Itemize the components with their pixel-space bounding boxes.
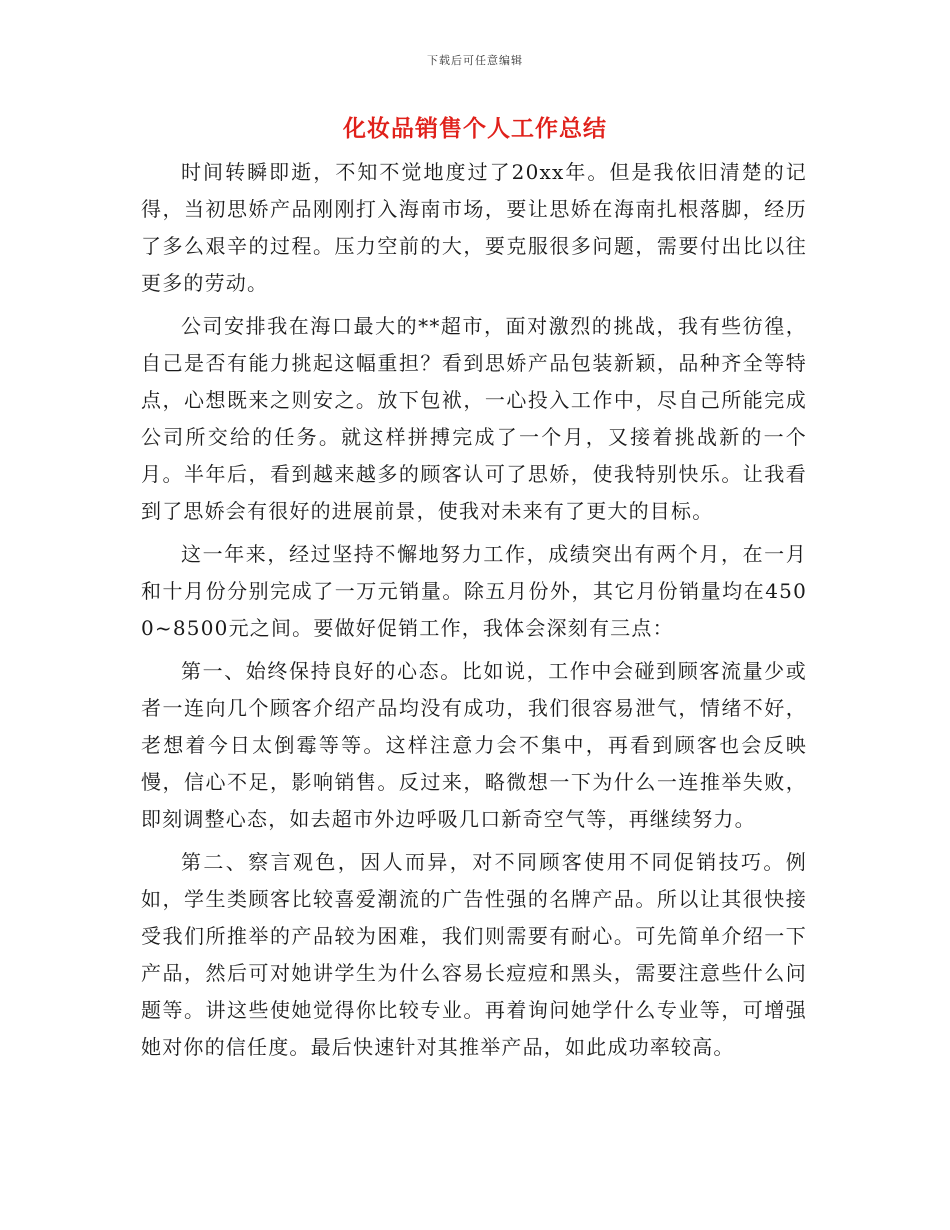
header-note: 下载后可任意编辑 [427, 54, 523, 67]
document-body [141, 154, 807, 1066]
paragraph: 第二、察言观色，因人而异，对不同顾客使用不同促销技巧。例如，学生类顾客比较喜爱潮流的广告性强的名牌产品。所以让其很快接受我们所推举的产品较为困难，我们则需要有耐心。可先简单介绍一下产品，然后可对她讲学生为什么容易长痘痘和黑头，需要注意些什么问题等。讲这些使她觉得你比较专业。再着询问她学什么专业等，可增强她对你的信任度。最后快速针对其推举产品，如此成功率较高。 [141, 850, 807, 1059]
paragraph: 公司安排我在海口最大的**超市，面对激烈的挑战，我有些彷徨，自己是否有能力挑起这幅重担？看到思娇产品包装新颖，品种齐全等特点，心想既来之则安之。放下包袱，一心投入工作中，尽自己所能完成公司所交给的任务。就这样拼搏完成了一个月，又接着挑战新的一个月。半年后，看到越来越多的顾客认可了思娇，使我特别快乐。让我看到了思娇会有很好的进展前景，使我对未来有了更大的目标。 [141, 314, 807, 523]
paragraph: 第一、始终保持良好的心态。比如说，工作中会碰到顾客流量少或者一连向几个顾客介绍产品均没有成功，我们很容易泄气，情绪不好，老想着今日太倒霉等等。这样注意力会不集中，再看到顾客也会反映慢，信心不足，影响销售。反过来，略微想一下为什么一连推举失败，即刻调整心态，如去超市外边呼吸几口新奇空气等，再继续努力。 [141, 659, 807, 831]
document-title: 化妆品销售个人工作总结 [343, 115, 607, 142]
paragraph: 时间转瞬即逝，不知不觉地度过了20xx年。但是我依旧清楚的记得，当初思娇产品刚刚打入海南市场，要让思娇在海南扎根落脚，经历了多么艰辛的过程。压力空前的大，要克服很多问题，需要付出比以往更多的劳动。 [141, 160, 807, 295]
paragraph: 这一年来，经过坚持不懈地努力工作，成绩突出有两个月，在一月和十月份分别完成了一万元销量。除五月份外，其它月份销量均在4500~8500元之间。要做好促销工作，我体会深刻有三点： [141, 542, 807, 640]
